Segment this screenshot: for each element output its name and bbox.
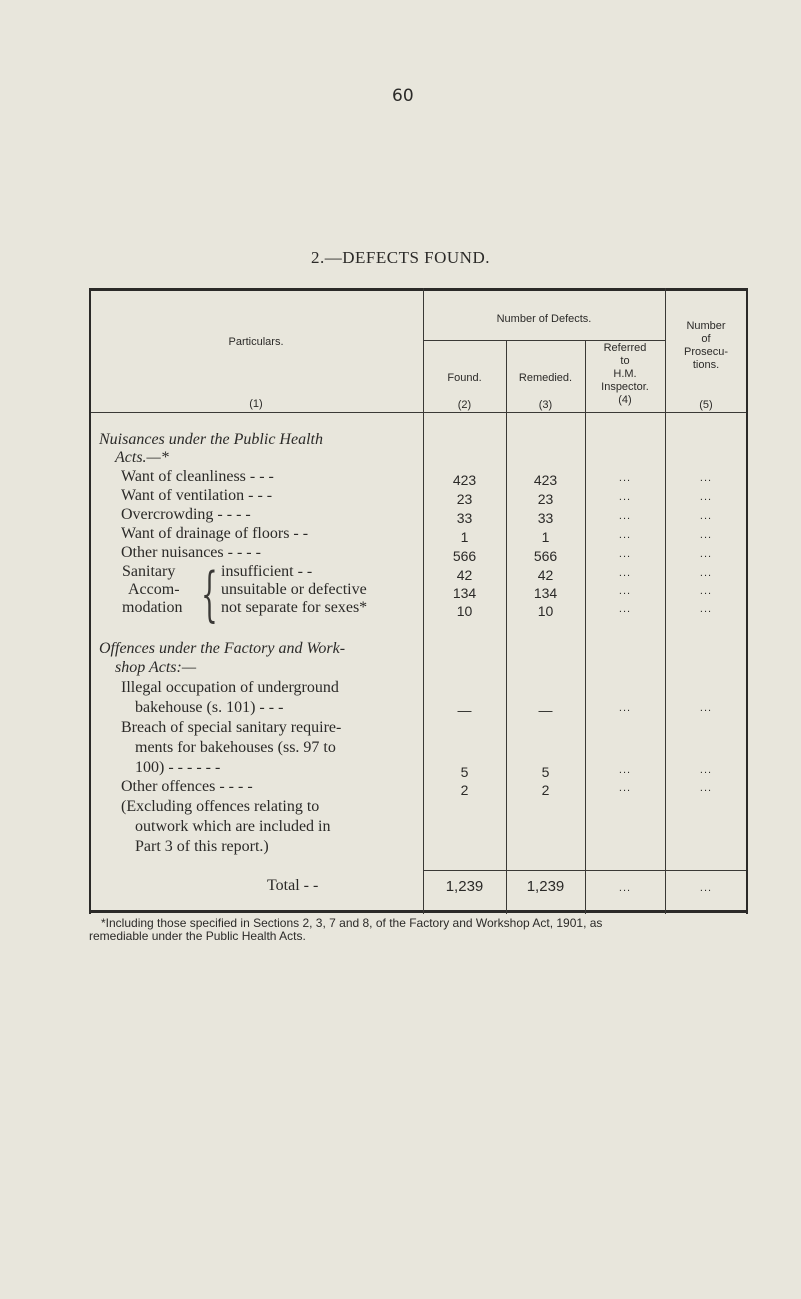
header-referred-line4: Inspector. <box>601 381 649 393</box>
header-prosecutions-line1: Number <box>686 320 726 332</box>
row-found: 566 <box>452 548 477 564</box>
sanitary-row-remedied: 134 <box>533 585 558 601</box>
row-referred: ... <box>618 510 632 522</box>
sanitary-row-label: not separate for sexes* <box>221 599 368 616</box>
table-border-right <box>746 288 748 914</box>
sanitary-row-label: insufficient - - <box>221 563 313 580</box>
other-offences-referred: ... <box>618 782 632 794</box>
row-remedied: 33 <box>537 510 554 526</box>
sanitary-row-found: 42 <box>456 567 473 583</box>
sanitary-row-found: 134 <box>452 585 477 601</box>
header-prosecutions-line4: tions. <box>692 359 720 371</box>
illegal-label-line1: Illegal occupation of underground <box>121 679 339 696</box>
header-referred <box>585 342 665 407</box>
row-found: 23 <box>456 491 473 507</box>
breach-prosecutions: ... <box>699 764 713 776</box>
excluding-note-line2: outwork which are included in <box>135 818 331 835</box>
excluding-note-line1: (Excluding offences relating to <box>121 798 320 815</box>
header-prosecutions-line3: Prosecu- <box>683 346 729 358</box>
page-number: 60 <box>392 86 414 106</box>
sanitary-row-label: unsuitable or defective <box>221 581 367 598</box>
header-remedied: Remedied. <box>518 372 573 384</box>
illegal-found: — <box>457 702 472 718</box>
sanitary-label-line3: modation <box>122 599 183 616</box>
header-found: Found. <box>447 372 482 384</box>
table-border-left <box>89 288 91 914</box>
breach-label-line2: ments for bakehouses (ss. 97 to <box>135 739 336 756</box>
row-prosecutions: ... <box>699 510 713 522</box>
total-rule <box>423 870 746 871</box>
header-prosecutions <box>666 320 746 372</box>
footnote-line2: remediable under the Public Health Acts. <box>89 929 306 943</box>
defects-table <box>89 288 748 914</box>
row-found: 33 <box>456 510 473 526</box>
row-referred: ... <box>618 491 632 503</box>
total-prosecutions: ... <box>699 882 713 894</box>
sanitary-row-prosecutions: ... <box>699 603 713 615</box>
header-particulars: Particulars. <box>228 336 284 348</box>
total-remedied: 1,239 <box>526 878 565 895</box>
row-label: Want of drainage of floors - - <box>121 525 309 542</box>
sanitary-row-remedied: 42 <box>537 567 554 583</box>
sanitary-row-prosecutions: ... <box>699 585 713 597</box>
header-number-of-defects: Number of Defects. <box>496 313 592 325</box>
header-referred-line1: Referred <box>603 342 647 354</box>
row-remedied: 566 <box>533 548 558 564</box>
footnote <box>89 917 749 943</box>
breach-label-line3: 100) - - - - - - <box>135 759 221 776</box>
breach-found: 5 <box>460 764 469 780</box>
section2-title-line1: Offences under the Factory and Work- <box>99 640 346 657</box>
sanitary-brace: { <box>201 560 218 630</box>
header-bottom-rule <box>91 412 746 413</box>
sanitary-row-referred: ... <box>618 585 632 597</box>
header-referred-line3: H.M. <box>613 368 637 380</box>
sanitary-row-prosecutions: ... <box>699 567 713 579</box>
row-found: 423 <box>452 472 477 488</box>
col-divider-4 <box>665 288 666 914</box>
breach-referred: ... <box>618 764 632 776</box>
row-prosecutions: ... <box>699 491 713 503</box>
row-found: 1 <box>460 529 469 545</box>
row-referred: ... <box>618 548 632 560</box>
row-remedied: 1 <box>541 529 550 545</box>
header-found-col: (2) <box>457 399 472 411</box>
sanitary-row-remedied: 10 <box>537 603 554 619</box>
sanitary-row-referred: ... <box>618 603 632 615</box>
row-remedied: 423 <box>533 472 558 488</box>
row-referred: ... <box>618 472 632 484</box>
row-label: Want of ventilation - - - <box>121 487 273 504</box>
sanitary-row-referred: ... <box>618 567 632 579</box>
excluding-note-line3: Part 3 of this report.) <box>135 838 269 855</box>
illegal-referred: ... <box>618 702 632 714</box>
header-prosecutions-col: (5) <box>699 399 713 411</box>
other-offences-label: Other offences - - - - <box>121 778 253 795</box>
sanitary-row-found: 10 <box>456 603 473 619</box>
table-border-bottom <box>89 910 748 913</box>
header-prosecutions-line2: of <box>701 333 711 345</box>
section1-title-line2: Acts.—* <box>115 449 169 466</box>
row-label: Overcrowding - - - - <box>121 506 251 523</box>
total-found: 1,239 <box>445 878 484 895</box>
col-divider-3 <box>585 340 586 914</box>
section1-title-line1: Nuisances under the Public Health <box>99 431 323 448</box>
breach-remedied: 5 <box>541 764 550 780</box>
other-offences-prosecutions: ... <box>699 782 713 794</box>
row-label: Other nuisances - - - - <box>121 544 261 561</box>
illegal-prosecutions: ... <box>699 702 713 714</box>
breach-label-line1: Breach of special sanitary require- <box>121 719 342 736</box>
row-remedied: 23 <box>537 491 554 507</box>
total-referred: ... <box>618 882 632 894</box>
header-referred-line2: to <box>620 355 630 367</box>
row-prosecutions: ... <box>699 548 713 560</box>
row-referred: ... <box>618 529 632 541</box>
row-prosecutions: ... <box>699 472 713 484</box>
header-particulars-col: (1) <box>249 398 263 410</box>
sanitary-label-line2: Accom- <box>128 581 180 598</box>
row-prosecutions: ... <box>699 529 713 541</box>
page-heading: 2.—DEFECTS FOUND. <box>311 248 490 267</box>
table-border-top <box>89 288 748 291</box>
header-remedied-col: (3) <box>538 399 553 411</box>
illegal-remedied: — <box>538 702 553 718</box>
footnote-line1: *Including those specified in Sections 2, 3, 7 and 8, of the Factory and Workshop Act, 1901, as <box>101 916 603 930</box>
illegal-label-line2: bakehouse (s. 101) - - - <box>135 699 284 716</box>
total-label: Total - - <box>267 877 319 894</box>
header-subdivider <box>423 340 665 341</box>
other-offences-remedied: 2 <box>541 782 550 798</box>
row-label: Want of cleanliness - - - <box>121 468 274 485</box>
sanitary-label-line1: Sanitary <box>122 563 176 580</box>
other-offences-found: 2 <box>460 782 469 798</box>
header-referred-col: (4) <box>618 394 632 406</box>
col-divider-2 <box>506 340 507 914</box>
section2-title-line2: shop Acts:— <box>115 659 197 676</box>
